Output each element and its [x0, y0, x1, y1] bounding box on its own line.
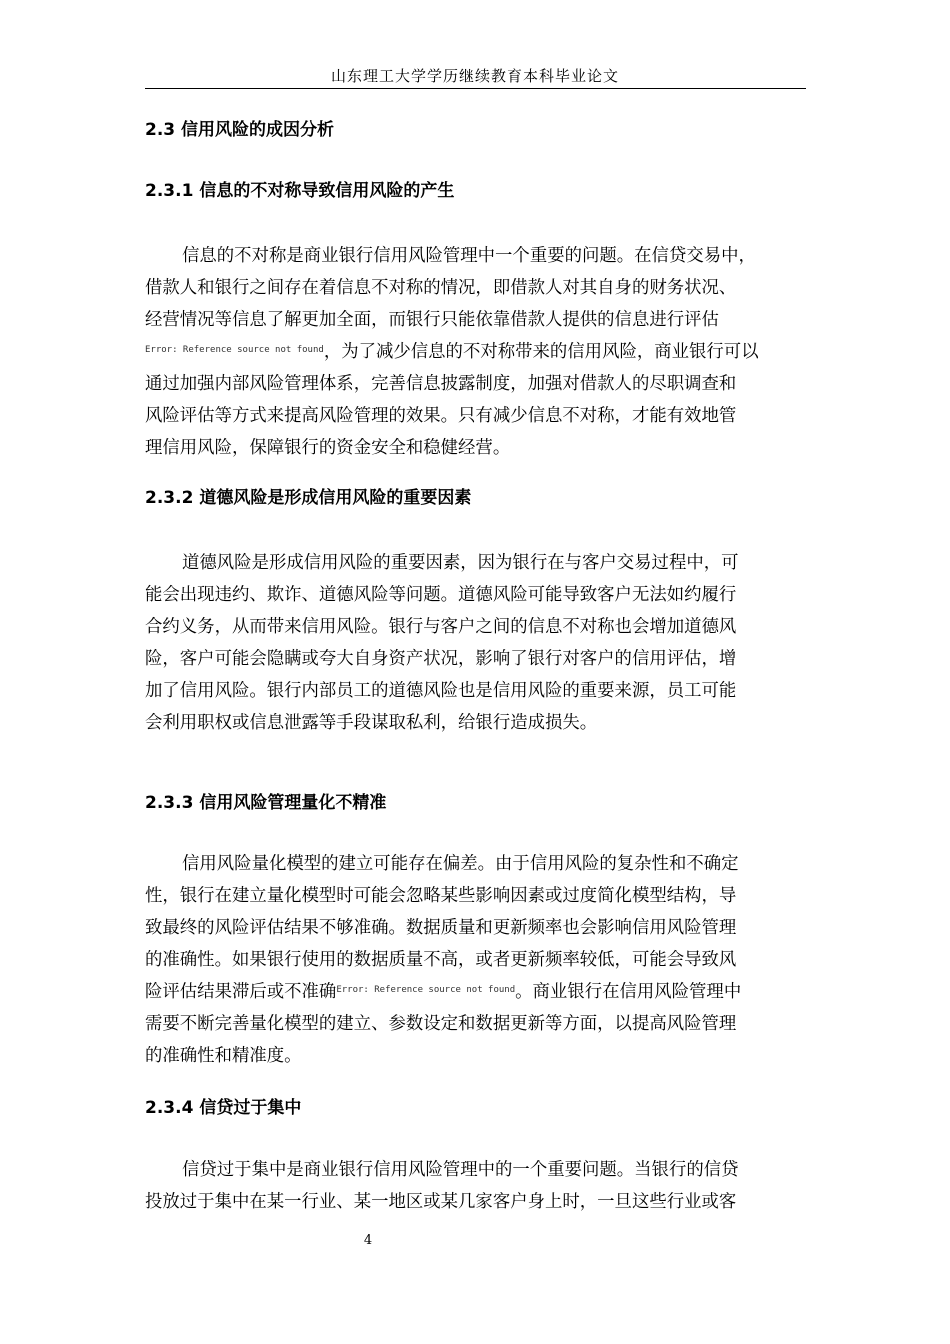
- text-line: 信贷过于集中是商业银行信用风险管理中的一个重要问题。当银行的信贷: [182, 1160, 739, 1180]
- text-fragment: ，为了减少信息的不对称带来的信用风险，商业银行可以: [323, 342, 759, 362]
- text-line: 的准确性和精准度。: [145, 1046, 302, 1066]
- section-heading-2-3-1: 2.3.1 信息的不对称导致信用风险的产生: [145, 181, 455, 201]
- text-line: 经营情况等信息了解更加全面，而银行只能依靠借款人提供的信息进行评估: [145, 310, 719, 330]
- text-line: 险，客户可能会隐瞒或夸大自身资产状况，影响了银行对客户的信用评估，增: [145, 649, 737, 669]
- paragraph-2-3-4: [145, 1154, 810, 1218]
- text-line: [145, 976, 810, 1008]
- text-line: 信用风险量化模型的建立可能存在偏差。由于信用风险的复杂性和不确定: [182, 854, 739, 874]
- paragraph-2-3-3: [145, 848, 810, 1072]
- text-line: 能会出现违约、欺诈、道德风险等问题。道德风险可能导致客户无法如约履行: [145, 585, 737, 605]
- reference-error: Error: Reference source not found: [336, 985, 516, 995]
- text-line: 理信用风险，保障银行的资金安全和稳健经营。: [145, 438, 511, 458]
- text-fragment: 。商业银行在信用风险管理中: [515, 982, 742, 1002]
- text-line: 通过加强内部风险管理体系，完善信息披露制度，加强对借款人的尽职调查和: [145, 374, 737, 394]
- text-line: [145, 336, 810, 368]
- paragraph-2-3-2: [145, 547, 810, 739]
- header-rule: [145, 88, 806, 89]
- reference-error: Error: Reference source not found: [145, 345, 324, 355]
- text-line: 性，银行在建立量化模型时可能会忽略某些影响因素或过度简化模型结构，导: [145, 886, 737, 906]
- text-line: 会利用职权或信息泄露等手段谋取私利，给银行造成损失。: [145, 713, 598, 733]
- text-line: 需要不断完善量化模型的建立、参数设定和数据更新等方面，以提高风险管理: [145, 1014, 737, 1034]
- text-fragment: 险评估结果滞后或不准确: [145, 982, 337, 1002]
- text-line: 投放过于集中在某一行业、某一地区或某几家客户身上时，一旦这些行业或客: [145, 1192, 737, 1212]
- section-heading-2-3-3: 2.3.3 信用风险管理量化不精准: [145, 793, 387, 813]
- text-line: 道德风险是形成信用风险的重要因素，因为银行在与客户交易过程中，可: [182, 553, 739, 573]
- text-line: 信息的不对称是商业银行信用风险管理中一个重要的问题。在信贷交易中，: [182, 246, 756, 266]
- paragraph-2-3-1: [145, 240, 810, 464]
- section-heading-2-3-4: 2.3.4 信贷过于集中: [145, 1098, 302, 1118]
- text-line: 合约义务，从而带来信用风险。银行与客户之间的信息不对称也会增加道德风: [145, 617, 737, 637]
- section-heading-2-3-2: 2.3.2 道德风险是形成信用风险的重要因素: [145, 488, 472, 508]
- text-line: 加了信用风险。银行内部员工的道德风险也是信用风险的重要来源，员工可能: [145, 681, 737, 701]
- text-line: 借款人和银行之间存在着信息不对称的情况，即借款人对其自身的财务状况、: [145, 278, 737, 298]
- text-line: 的准确性。如果银行使用的数据质量不高，或者更新频率较低，可能会导致风: [145, 950, 737, 970]
- text-line: 致最终的风险评估结果不够准确。数据质量和更新频率也会影响信用风险管理: [145, 918, 737, 938]
- text-line: 风险评估等方式来提高风险管理的效果。只有减少信息不对称，才能有效地管: [145, 406, 737, 426]
- section-heading-2-3: 2.3 信用风险的成因分析: [145, 120, 335, 140]
- page-number: 4: [363, 1233, 373, 1248]
- header-title: 山东理工大学学历继续教育本科毕业论文: [330, 67, 619, 85]
